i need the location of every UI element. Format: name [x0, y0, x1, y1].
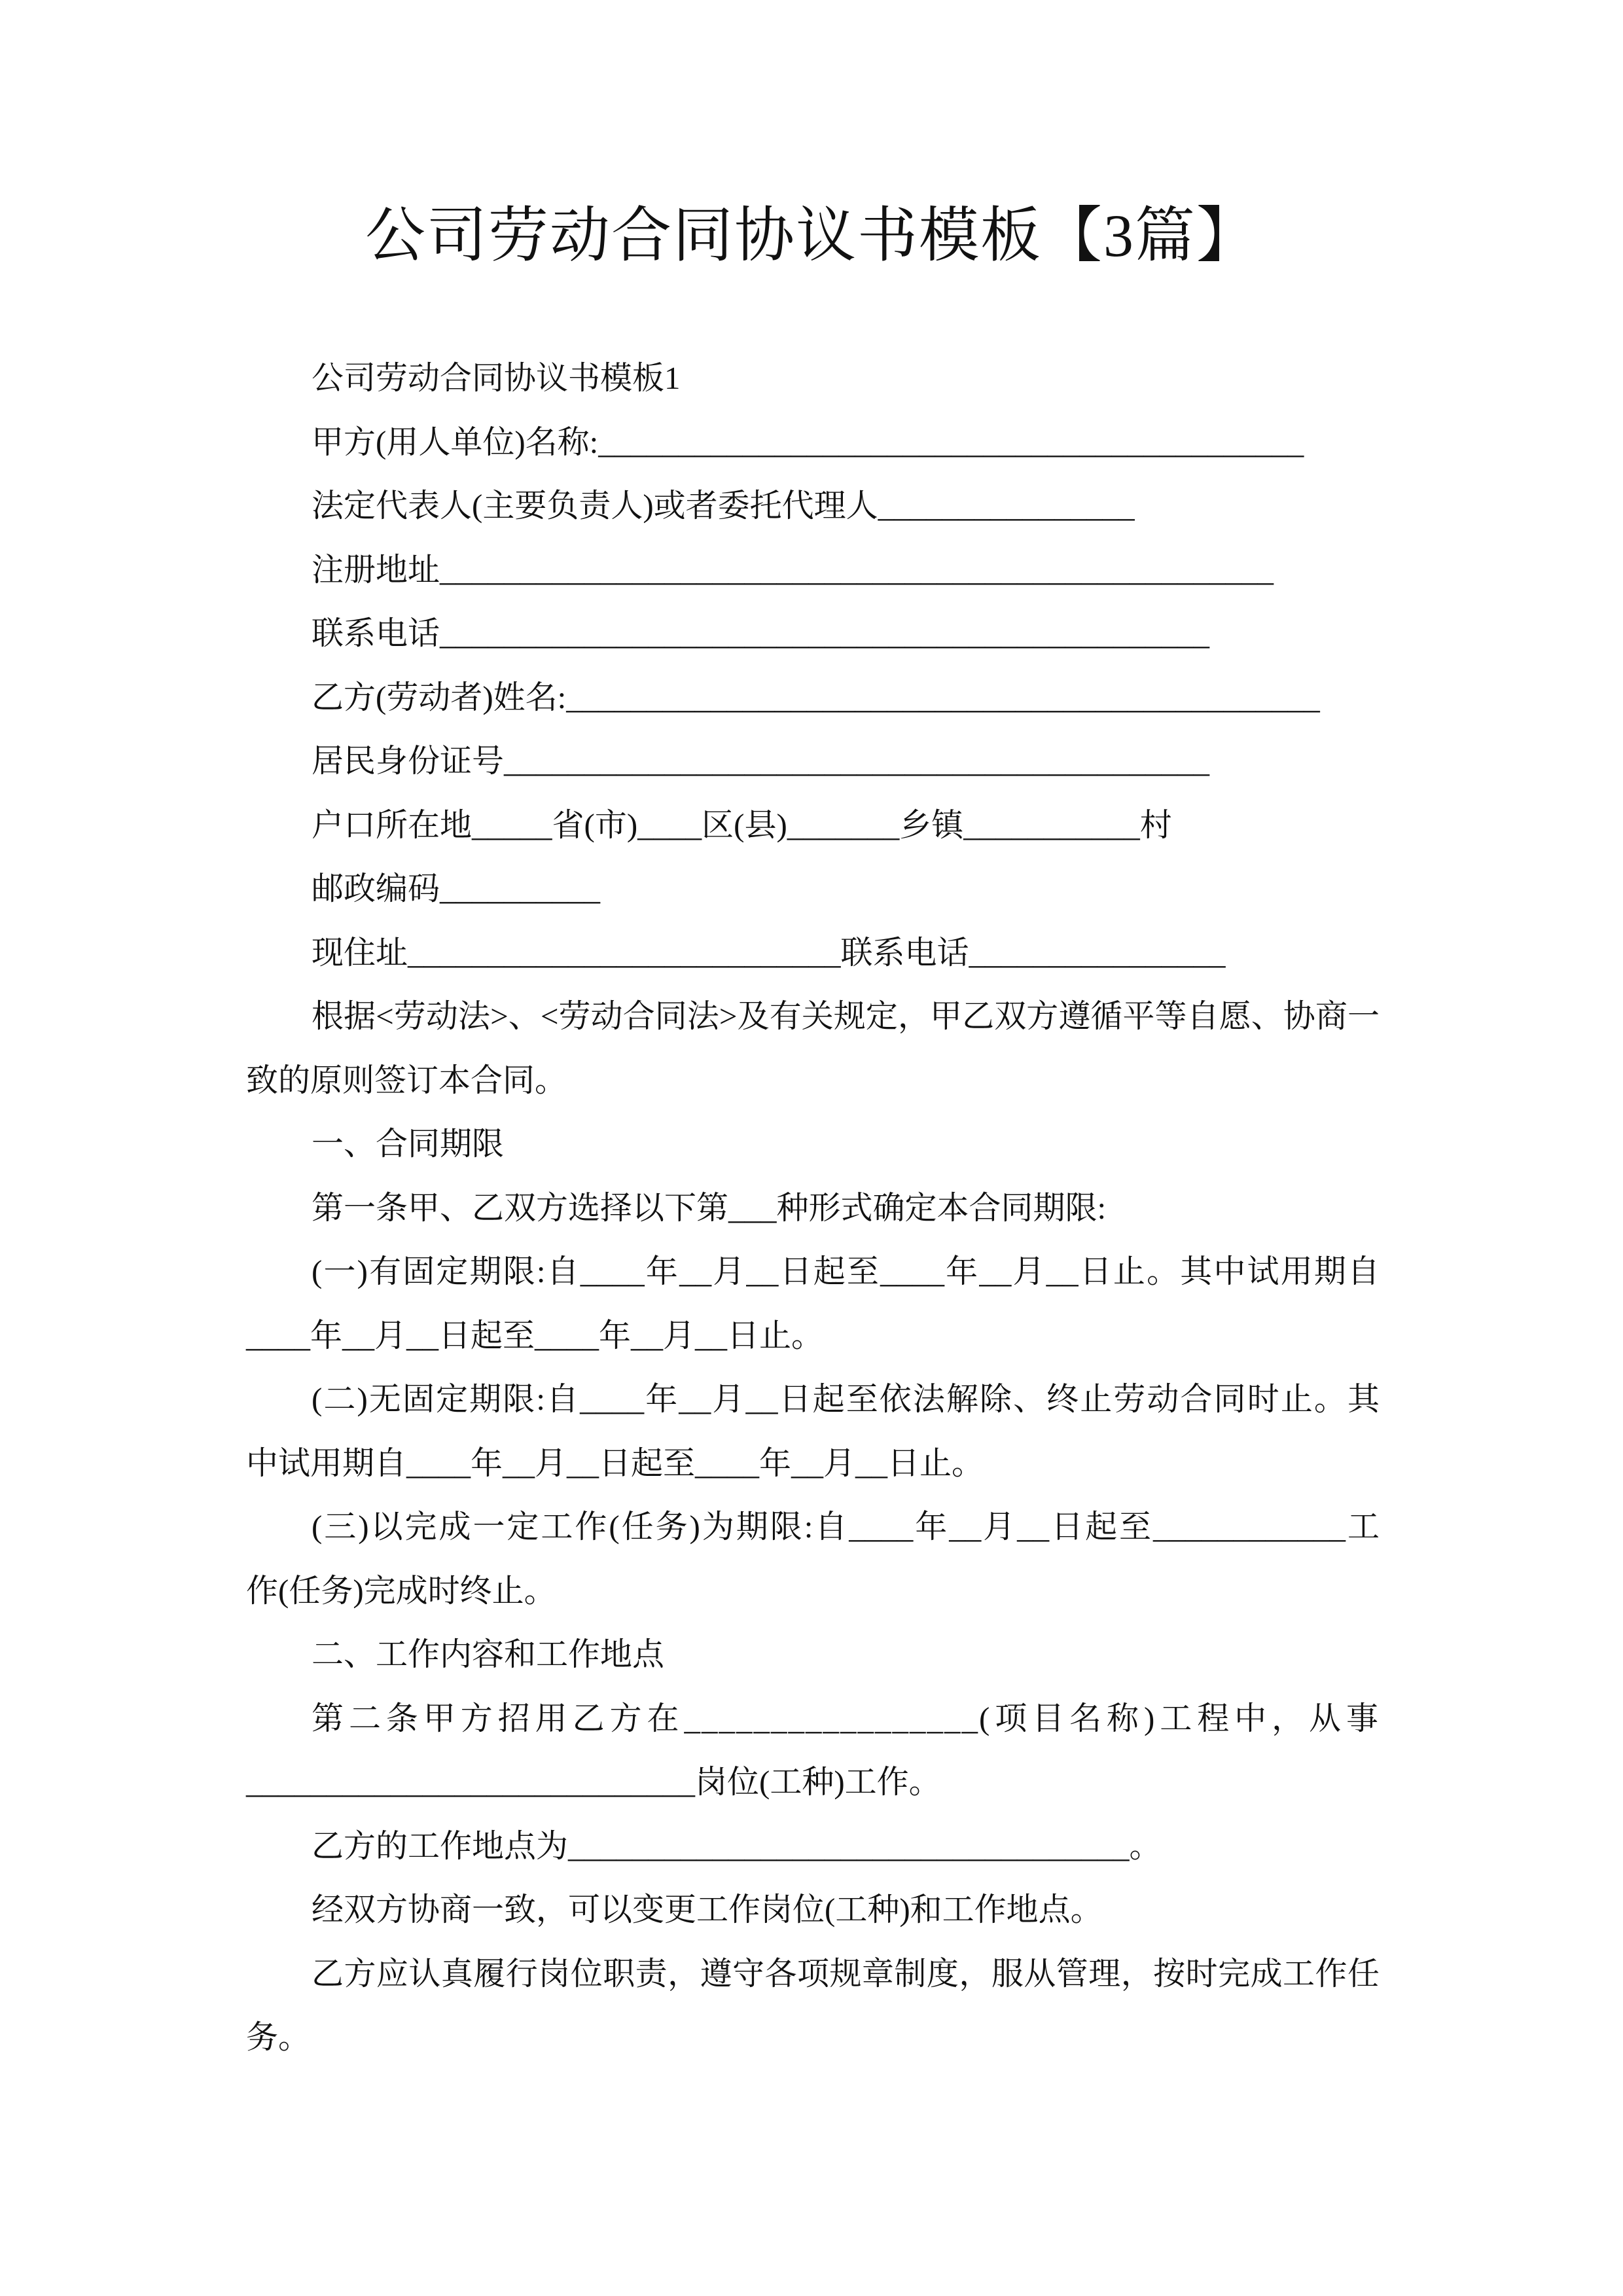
section-heading: 一、合同期限 — [312, 1126, 505, 1162]
section-heading: 二、工作内容和工作地点 — [312, 1636, 665, 1672]
field-legal-representative: 法定代表人(主要负责人)或者委托代理人________________ — [312, 488, 1135, 524]
paragraph-line: 致的原则签订本合同。 — [246, 1062, 567, 1098]
paragraph-line: (二)无固定期限:自____年__月__日起至依法解除、终止劳动合同时止。其 — [312, 1381, 1380, 1417]
paragraph-line: 根据<劳动法>、<劳动合同法>及有关规定，甲乙双方遵循平等自愿、协商一 — [312, 998, 1380, 1034]
field-party-b-name: 乙方(劳动者)姓名:_______________________________________________ — [312, 679, 1320, 715]
paragraph-line: (三)以完成一定工作(任务)为期限:自____年__月__日起至____________工 — [312, 1509, 1380, 1545]
paragraph-line: 务。 — [246, 2019, 311, 2055]
paragraph-line: 乙方的工作地点为___________________________________。 — [312, 1827, 1162, 1864]
paragraph-line: ____年__月__日起至____年__月__日止。 — [246, 1317, 824, 1354]
field-current-address: 现住址___________________________联系电话________________ — [312, 934, 1226, 971]
paragraph-line: 乙方应认真履行岗位职责，遵守各项规章制度，服从管理，按时完成工作任 — [312, 1955, 1380, 1992]
paragraph-line: 中试用期自____年__月__日起至____年__月__日止。 — [246, 1444, 984, 1481]
document-title: 公司劳动合同协议书模板【3篇】 — [365, 202, 1258, 269]
field-household-registration: 户口所在地_____省(市)____区(县)_______乡镇___________村 — [312, 806, 1172, 843]
document-body — [246, 346, 1380, 2070]
paragraph-line: 第一条甲、乙双方选择以下第___种形式确定本合同期限: — [312, 1189, 1107, 1226]
field-postal-code: 邮政编码__________ — [312, 870, 601, 906]
paragraph-line: 作(任务)完成时终止。 — [246, 1572, 556, 1609]
section-heading: 公司劳动合同协议书模板1 — [312, 360, 681, 396]
paragraph-line: ____________________________岗位(工种)工作。 — [246, 1764, 941, 1800]
paragraph-line: (一)有固定期限:自____年__月__日起至____年__月__日止。其中试用期自 — [312, 1253, 1380, 1289]
paragraph-line: 经双方协商一致，可以变更工作岗位(工种)和工作地点。 — [312, 1892, 1103, 1928]
paragraph-line: 第二条甲方招用乙方在_________________(项目名称)工程中，从事 — [312, 1700, 1380, 1736]
field-id-number: 居民身份证号____________________________________________ — [312, 743, 1210, 779]
field-party-a-name: 甲方(用人单位)名称:____________________________________________ — [312, 423, 1304, 460]
field-registered-address: 注册地址____________________________________________________ — [312, 551, 1274, 588]
field-phone-a: 联系电话________________________________________________ — [312, 615, 1210, 651]
